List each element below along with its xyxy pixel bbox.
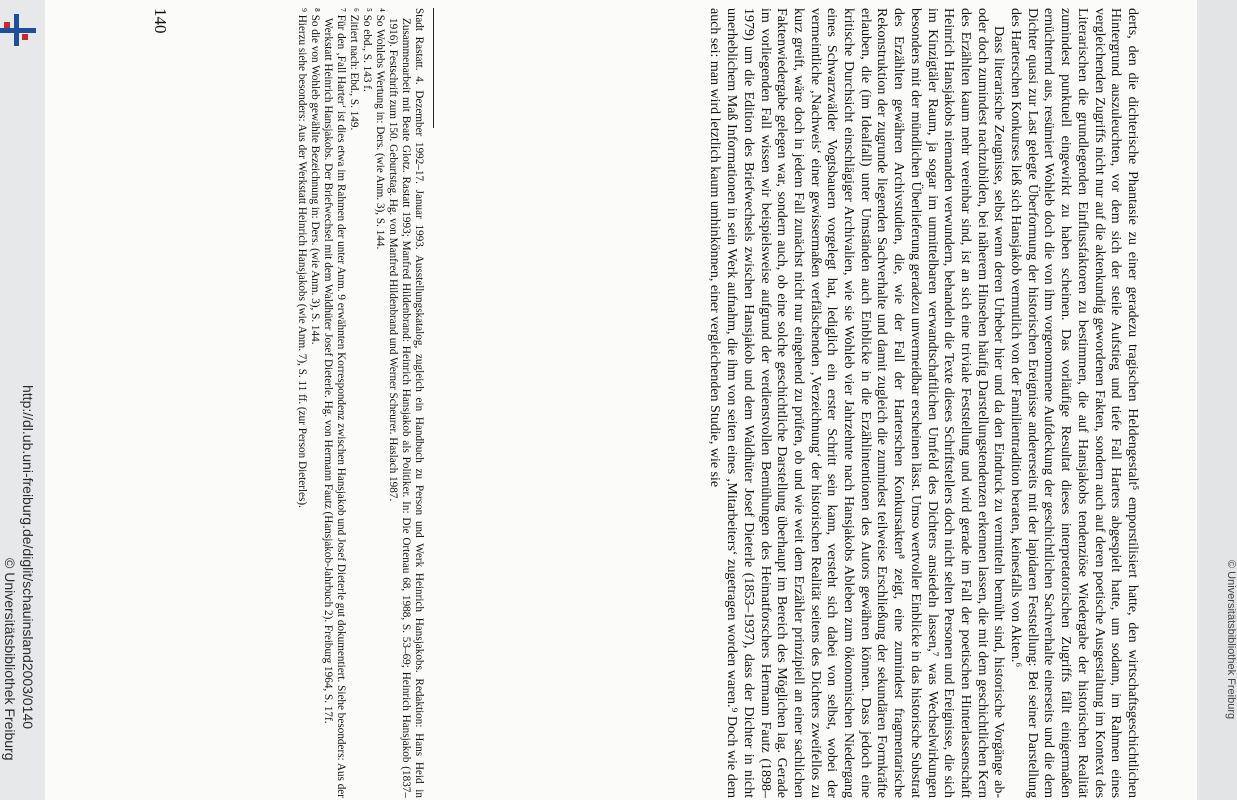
footnote-9: ⁹ Hierzu siehe besonders: Aus der Werkstatt Heinrich Hansjakobs (wie Anm. 7), S. 11 ff. (zur Person Dieterles). bbox=[296, 8, 308, 508]
rotated-document-page bbox=[80, 0, 1170, 800]
footnote-4: ⁴ So Wohlebs Wertung in: Ders. (wie Anm. 3), S. 144. bbox=[374, 8, 386, 250]
body-text bbox=[706, 8, 1140, 798]
footnote-5: ⁵ So ebd., S. 143 f. bbox=[361, 8, 373, 92]
watermark-copyright: © Universitätsbibliothek Freiburg bbox=[2, 558, 18, 761]
library-logo-icon bbox=[0, 10, 36, 50]
scanned-page bbox=[45, 0, 1237, 800]
footnotes bbox=[295, 8, 425, 798]
footnote-continued: Stadt Rastatt. 4. Dezember 1992–17. Januar 1993. Ausstellungskatalog, zugleich ein Handbuch zu Person und Werk Heinrich Hansjakobs. Redaktion: Hans Heid in Zusammenarbeit mit Beate Glotz. Rastatt 1993; Manfred Hildenbrand: Heinrich Hansjakob als Politiker. In: Die Ortenau 68, 1988, S. 53–69; Heinrich Hansjakob (1837–1916). Festschrift zum 150. Geburtstag. Hg. von Manfred Hildenbrand und Werner Scheurer. Haslach 1987. bbox=[387, 8, 425, 798]
footnote-7: ⁷ Für den ‚Fall Harter‘ ist dies etwa im Rahmen der unter Anm. 9 erwähnten Korrespondenz zwischen Hansjakob und Josef Dieterle gut dokumentiert. Siehe besonders: Aus der Werkstatt Heinrich Hansjakobs. Der Briefwechsel mit dem Waldhüter Josef Dieterle. Hg. von Hermann Fautz (Hansjakob-Jahrbuch 2). Freiburg 1964, S. 17f. bbox=[322, 8, 347, 798]
footnote-6: ⁶ Zitiert nach: Ebd., S. 149. bbox=[348, 8, 360, 131]
viewer-left-margin bbox=[0, 0, 45, 800]
edge-copyright: © Universitätsbibliothek Freiburg bbox=[1225, 560, 1237, 720]
footnote-rule bbox=[433, 8, 434, 128]
watermark-url: http://dl.ub.uni-freiburg.de/diglit/schauinsland2003/0140 bbox=[20, 385, 36, 730]
page-number: 140 bbox=[151, 8, 170, 34]
paragraph-2: Dass literarische Zeugnisse, selbst wenn deren Urheber hier und da den Eindruck zu vermitteln bemüht sind, historische Vorgänge ab- oder doch zumindest nachzubilden, bei näherem Hinsehen häufig Darstellungstendenzen erkennen lassen, die mit dem geschichtlichen Kern des Erzählten kaum mehr vereinbar sind, ist an sich eine triviale Feststellung und wird gerade im Fall der poetischen Hinterlassenschaft Heinrich Hansjakobs niemanden verwundern, behandeln die Texte dieses Schriftstellers doch nicht selten Personen und Ereignisse, die sich im Kinzigtäler Raum, ja sogar im unmittelbaren verwandtschaftlichen Umfeld des Dichters ansiedeln lassen,⁷ was Wechselwirkungen besonders mit der mündlichen Überlieferung geradezu unvermeidbar erscheinen lässt. Umso wertvoller Einblicke in das historische Substrat des Erzählten gewähren Archivstudien, die, wie der Fall der Harterschen Konkursakten⁸ zeigt, eine zumindest fragmentarische Rekonstruktion der zugrunde liegenden Sachverhalte und damit zugleich die zumindest teilweise Erschließung der sekundären Formkräfte erlauben, die (im Idealfall) unter Umständen auch Einblicke in die Erzählintentionen des Autors gewähren können. Dass jedoch eine kritische Durchsicht einschlägiger Archivalien, wie sie Wohleb vier Jahrzehnte nach Hansjakobs Ableben zum ökonomischen Niedergang eines Schwarzwälder Vogtsbauern vorgelegt hat, lediglich ein erster Schritt sein kann, versteht sich dabei von selbst, wobei der vermeintliche ‚Nachweis‘ einer gewissermaßen verfälschenden ‚Verzeichnung‘ der historischen Realität seitens des Dichters zweifellos zu kurz greift, wäre doch in jedem Fall zunächst nicht nur eingehend zu prüfen, ob und wie weit dem Erzähler prinzipiell an einer sachlichen Faktenwiedergabe gelegen war, sondern auch, ob eine solche geschichtliche Darstellung überhaupt im Bereich des Möglichen lag. Gerade im vorliegenden Fall wissen wir beispielsweise aufgrund der verdienstvollen Bemühungen des Heimatforschers Hermann Fautz (1898–1979) um die Edition des Briefwechsels zwischen Hansjakob und dem Waldhüter Josef Dieterle (1853–1937), dass der Dichter in nicht unerheblichem Maß Informationen in sein Werk aufnahm, die ihm von seiten eines ‚Mitarbeiters‘ zugetragen worden waren.⁹ Doch wie dem auch sei: man wird letztlich kaum umhinkönnen, einer vergleichenden Studie, wie sie bbox=[707, 8, 1007, 798]
footnote-8: ⁸ So die von Wohleb gewählte Bezeichnung in: Ders. (wie Anm. 3), S. 144. bbox=[309, 8, 321, 345]
paragraph-1: derts, den die dichterische Phantasie zu einer geradezu tragischen Heldengestalt⁵ emporstilisiert hatte, den wirtschaftsgeschichtlichen Hintergrund auszuleuchten, vor dem sich der steile Aufstieg und tiefe Fall Harters abgespielt hatte, um sodann, im Rahmen eines vergleichenden Zugriffs nicht nur auf die aktenkundig gewordenen Fakten, sondern auch auf deren poetische Ausgestaltung im Kontext des Literarischen die grundlegenden Einflussfaktoren zu bestimmen, die auf Hansjakobs tendenziöse Wiedergabe der historischen Realität zumindest punktuell eingewirkt zu haben scheinen. Das vorläufige Resultat dieses interpretatorischen Zugriffs fällt einigermaßen ernüchternd aus, resümiert Wohleb doch die von ihm vorgenommene Aufdeckung der geschichtlichen Sachverhalte einerseits und die dem Dichter quasi zur Last gelegte Überformung der historischen Ereignisse andererseits mit der lapidaren Feststellung: Bei seiner Darstellung des Harterschen Konkurses ließ sich Hansjakob vermutlich von der Familientradition beraten, keinesfalls von Akten.⁶ bbox=[1008, 8, 1140, 798]
